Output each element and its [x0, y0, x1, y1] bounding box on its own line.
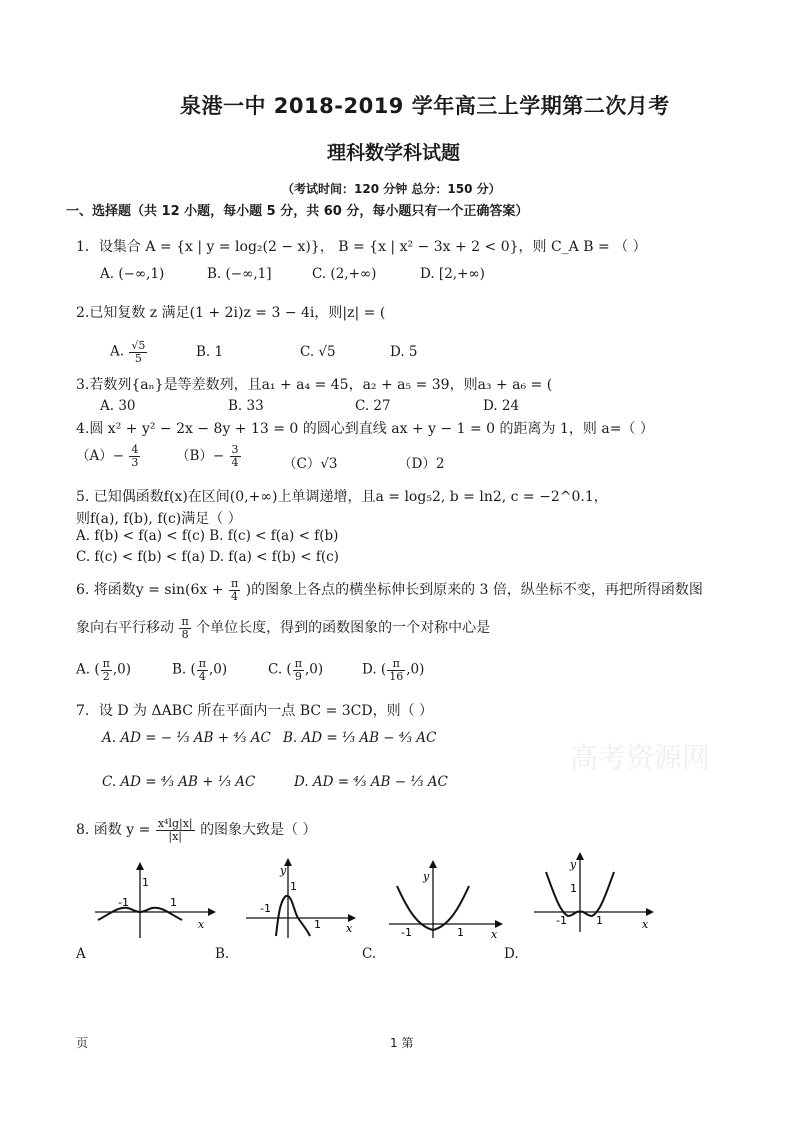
graph-b-label-y1: 1	[290, 880, 297, 893]
question-6-option-d: D. ( $\frac{\pi}{16}$ ,0)	[362, 657, 425, 683]
question-2-option-b: B. 1	[196, 344, 224, 360]
question-2-option-a-fraction	[129, 340, 147, 364]
fraction-numerator: x⁴lg|x|	[157, 817, 193, 830]
question-6-option-a: A. ( $\frac{\pi}{2}$ ,0)	[76, 657, 131, 683]
graph-a-caption: A	[76, 946, 86, 962]
option-tail: ,0)	[112, 661, 131, 678]
graph-c-axis-y: y	[423, 870, 430, 883]
question-1-option-b: B. (−∞,1]	[207, 266, 272, 282]
fraction-denominator: |x|	[168, 829, 183, 843]
fraction-denominator: 9	[294, 669, 302, 683]
graph-b-caption: B.	[215, 946, 230, 962]
question-4-option-d: （D）2	[398, 456, 445, 472]
option-tail: ,0)	[209, 661, 228, 678]
graph-d-axis-y: y	[570, 858, 577, 871]
exam-subtitle: 理科数学科试题	[327, 142, 461, 164]
question-6-line2-fraction	[179, 616, 190, 640]
option-fraction	[197, 658, 208, 682]
graph-b-label-neg1: -1	[260, 902, 271, 915]
fraction-numerator: √5	[131, 339, 146, 352]
option-tail: ,0)	[406, 661, 425, 678]
question-4-option-b	[176, 444, 242, 469]
question-3-option-d: D. 24	[483, 398, 520, 414]
question-6-option-c: C. ( $\frac{\pi}{9}$ ,0)	[268, 657, 324, 683]
graph-a	[90, 860, 220, 940]
option-label: B.	[172, 661, 187, 678]
question-8-fraction	[156, 818, 195, 842]
fraction-numerator: 4	[131, 443, 139, 457]
option-fraction	[293, 658, 304, 682]
fraction-denominator: 8	[181, 627, 189, 641]
question-2-option-a-label: A.	[110, 343, 125, 360]
question-6-stem	[76, 578, 703, 602]
graph-b-label-1: 1	[314, 918, 321, 931]
question-7-option-b: B. AD = ⅓ AB − ⁴⁄₃ AC	[283, 730, 437, 746]
option-tail: ,0)	[304, 661, 324, 678]
question-8-stem	[76, 818, 317, 842]
footer-page-number: 1 第	[390, 1036, 414, 1050]
question-2-option-c: C. √5	[300, 344, 336, 360]
question-6-stem-fraction	[229, 578, 240, 602]
graph-b-axis-y: y	[280, 864, 287, 877]
fraction-denominator: 4	[231, 589, 239, 603]
option-label: C.	[268, 661, 283, 678]
watermark: 高考资源网	[570, 741, 711, 774]
question-1-option-a: A. (−∞,1)	[100, 266, 165, 282]
fraction-numerator: π	[102, 657, 110, 670]
question-7-option-a: A. AD = − ⅓ AB + ⁴⁄₃ AC	[102, 730, 271, 746]
question-1-option-d: D. [2,+∞)	[420, 266, 485, 282]
question-4-option-c: （C）√3	[283, 456, 338, 472]
graph-c-label-1: 1	[457, 926, 464, 939]
option-fraction	[387, 658, 405, 682]
graph-d-label-1: 1	[596, 914, 603, 927]
graph-d-label-y1: 1	[570, 882, 577, 895]
graph-c-caption: C.	[362, 946, 377, 962]
fraction-numerator: π	[181, 615, 189, 628]
question-7-option-c: C. AD = ⁴⁄₃ AB + ⅓ AC	[102, 774, 256, 790]
fraction-numerator: π	[198, 657, 207, 670]
graph-a-label-y1: 1	[142, 876, 149, 889]
question-6-stem-pre: 6. 将函数y = sin(6x +	[76, 582, 224, 599]
option-label: D.	[362, 661, 377, 678]
question-4-option-b-fraction	[230, 444, 241, 468]
question-3-stem: 3.若数列{aₙ}是等差数列，且a₁ + a₄ = 45，a₂ + a₅ = 39，则a₃ + a₆ = (	[76, 377, 553, 393]
graph-d-caption: D.	[504, 946, 519, 962]
question-4-stem: 4.圆 x² + y² − 2x − 8y + 13 = 0 的圆心到直线 ax + y − 1 = 0 的距离为 1，则 a=（ ）	[76, 421, 654, 437]
question-6-line2	[76, 616, 490, 640]
question-6-line2-pre: 象向右平行移动	[76, 620, 174, 637]
question-8-stem-pre: 8. 函数 y =	[76, 822, 151, 839]
graph-a-label-1: 1	[170, 896, 177, 909]
question-2-stem: 2.已知复数 z 满足(1 + 2i)z = 3 − 4i，则|z| = (	[76, 305, 386, 321]
question-5-options-cd: C. f(c) < f(b) < f(a) D. f(a) < f(b) < f(c)	[76, 549, 339, 565]
graph-c-axis-x: x	[491, 928, 498, 940]
fraction-numerator: π	[294, 657, 302, 670]
fraction-numerator: π	[230, 577, 239, 590]
question-2-option-d: D. 5	[390, 344, 418, 360]
question-3-option-c: C. 27	[355, 398, 391, 414]
fraction-denominator: 5	[134, 351, 142, 365]
exam-title: 泉港一中 2018-2019 学年高三上学期第二次月考	[180, 94, 670, 118]
graph-a-axis-x: x	[198, 918, 205, 931]
fraction-numerator: π	[387, 658, 405, 671]
question-6-line2-post: 个单位长度，得到的函数图象的一个对称中心是	[196, 620, 491, 637]
question-2-option-a	[110, 340, 148, 364]
graph-c	[385, 856, 505, 940]
graph-b-axis-x: x	[346, 922, 353, 935]
graph-d-axis-x: x	[642, 918, 649, 931]
question-1-stem: 1．设集合 A = {x | y = log₂(2 − x)}， B = {x | x² − 3x + 2 < 0}，则 C_A B = （ ）	[76, 239, 647, 255]
graph-b	[240, 856, 360, 940]
question-6-stem-post: )的图象上各点的横坐标伸长到原来的 3 倍，纵坐标不变，再把所得函数图	[245, 582, 703, 599]
fraction-denominator: 4	[198, 669, 206, 683]
section-heading: 一、选择题（共 12 小题，每小题 5 分，共 60 分，每小题只有一个正确答案）	[66, 204, 529, 219]
question-4-option-b-label: （B）−	[176, 448, 225, 464]
fraction-denominator: 3	[131, 456, 139, 469]
fraction-denominator: 16	[389, 669, 404, 683]
question-5-stem-line2: 则f(a), f(b), f(c)满足（ ）	[76, 511, 242, 527]
question-3-option-a: A. 30	[100, 398, 136, 414]
question-4-option-a-label: （A）−	[76, 448, 125, 464]
graph-d-label-neg1: -1	[556, 914, 567, 927]
option-label: A.	[76, 661, 91, 678]
question-5-stem: 5. 已知偶函数f(x)在区间(0,+∞)上单调递增，且a = log₅2, b = ln2, c = −2^0.1，	[76, 489, 608, 505]
graph-a-label-neg1: -1	[118, 896, 129, 909]
fraction-numerator: 3	[231, 443, 239, 457]
option-fraction	[101, 658, 112, 682]
question-7-stem: 7．设 D 为 ΔABC 所在平面内一点 BC = 3CD，则（ ）	[76, 703, 434, 719]
fraction-denominator: 2	[102, 669, 110, 683]
footer-page-label: 页	[76, 1036, 89, 1050]
question-6-option-b: B. ( $\frac{\pi}{4}$ ,0)	[172, 657, 228, 683]
question-7-option-d: D. AD = ⁴⁄₃ AB − ⅓ AC	[294, 774, 448, 790]
question-5-options-ab: A. f(b) < f(a) < f(c) B. f(c) < f(a) < f(b)	[76, 528, 339, 544]
exam-info: （考试时间：120 分钟 总分：150 分）	[282, 182, 501, 196]
question-1-option-c: C. (2,+∞)	[312, 266, 377, 282]
graph-c-label-neg1: -1	[401, 926, 412, 939]
question-4-option-a	[76, 444, 141, 469]
question-8-stem-post: 的图象大致是（ ）	[200, 822, 317, 839]
fraction-denominator: 4	[231, 456, 239, 469]
question-3-option-b: B. 33	[228, 398, 264, 414]
graph-d	[530, 850, 660, 934]
question-4-option-a-fraction	[129, 444, 140, 468]
